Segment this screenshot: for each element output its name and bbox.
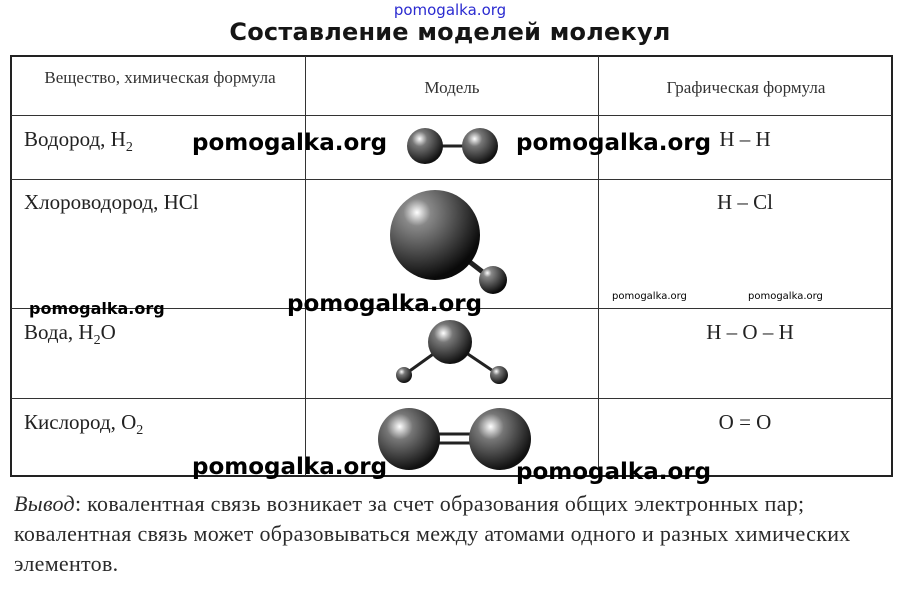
row-h2o-substance: Вода, $H_2O$	[24, 320, 116, 349]
watermark: pomogalka.org	[29, 299, 165, 318]
row-o2-substance: Кислород, $O_2$	[24, 410, 144, 439]
row-hcl-graphic: H – Cl	[716, 190, 773, 214]
conclusion-body: : ковалентная связь возникает за счет образования общих электронных пар; ковалентная связь может образовываться между атомами одного и разных химических элементов.	[14, 491, 851, 576]
row-h2-graphic: H – H	[719, 127, 771, 151]
watermark: pomogalka.org	[612, 291, 687, 302]
header-substance: Вещество, химическая формула	[44, 68, 276, 87]
row-divider-header	[11, 115, 892, 116]
row-h2-substance: Водород, $H_2$	[24, 127, 133, 156]
row-divider-3	[11, 398, 892, 399]
o2-molecule-model	[374, 405, 534, 475]
watermark: pomogalka.org	[516, 459, 712, 485]
conclusion-text	[14, 489, 894, 579]
header-model: Модель	[424, 78, 480, 97]
row-o2-graphic: O = O	[718, 410, 772, 434]
page-title: Составление моделей молекул	[229, 18, 671, 46]
row-hcl-substance: Хлороводород, HCl	[24, 190, 199, 214]
watermark: pomogalka.org	[516, 130, 712, 156]
column-divider-2	[598, 56, 599, 476]
watermark: pomogalka.org	[192, 454, 388, 480]
h2-molecule-model	[400, 120, 510, 170]
watermark: pomogalka.org	[748, 291, 823, 302]
row-h2o-graphic: H – O – H	[706, 320, 794, 344]
watermark: pomogalka.org	[192, 130, 388, 156]
header-graphic: Графическая формула	[666, 78, 826, 97]
conclusion-lead: Вывод	[14, 491, 75, 516]
row-divider-1	[11, 179, 892, 180]
column-divider-1	[305, 56, 306, 476]
watermark: pomogalka.org	[287, 291, 483, 317]
watermark-top: pomogalka.org	[393, 1, 507, 19]
h2o-molecule-model	[392, 318, 512, 388]
